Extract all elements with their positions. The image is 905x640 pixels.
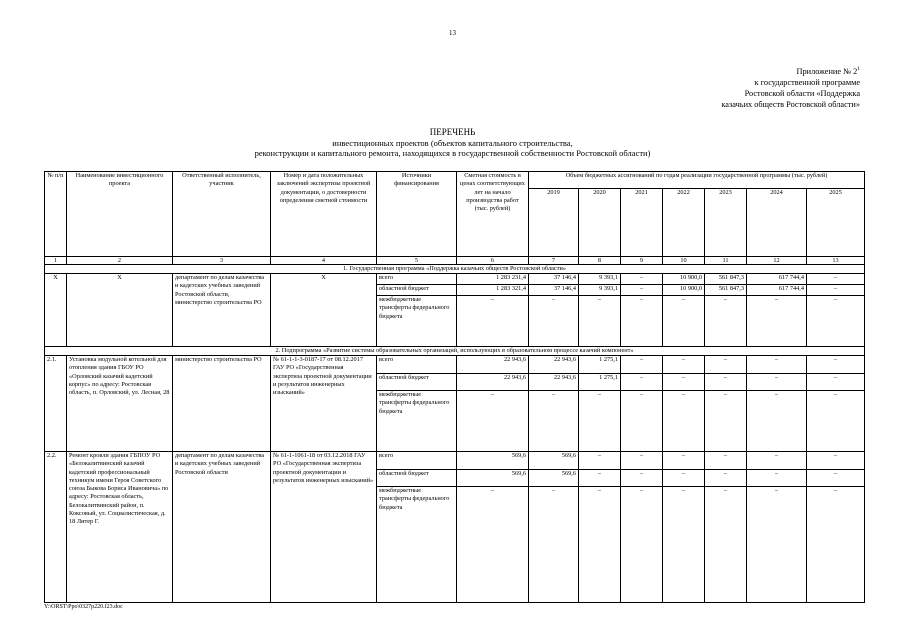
- value-2020: 9 393,1: [579, 274, 621, 285]
- source: межбюджетные трансферты федерального бюджета: [377, 487, 457, 603]
- value-2025: –: [807, 356, 865, 374]
- header-num: № п/п: [45, 172, 67, 257]
- value-2019: –: [529, 296, 579, 347]
- file-path-footer: Y:\ORST\Ppo\0327p220.f23.doc: [44, 604, 123, 610]
- value-2025: –: [807, 373, 865, 391]
- value-2025: –: [807, 285, 865, 296]
- year-2022: 2022: [663, 189, 705, 257]
- value-2019: 37 146,4: [529, 274, 579, 285]
- value-2024: –: [747, 391, 807, 452]
- col-number: 3: [173, 257, 271, 265]
- col-number: 12: [747, 257, 807, 265]
- value-2021: –: [621, 296, 663, 347]
- value-2025: –: [807, 452, 865, 470]
- value-2022: –: [663, 373, 705, 391]
- value-2022: –: [663, 469, 705, 487]
- header-cost: Сметная стоимость в ценах соответствующих лет на начало производства работ (тыс. рублей): [457, 172, 529, 257]
- value-2024: –: [747, 356, 807, 374]
- value-2023: –: [705, 487, 747, 603]
- col-number: 11: [705, 257, 747, 265]
- value-2025: –: [807, 391, 865, 452]
- expertise: Х: [271, 274, 377, 347]
- cost: 1 283 321,4: [457, 285, 529, 296]
- year-2021: 2021: [621, 189, 663, 257]
- source: межбюджетные трансферты федерального бюджета: [377, 391, 457, 452]
- source: всего: [377, 274, 457, 285]
- cost: 22 943,6: [457, 356, 529, 374]
- appendix-line2: к государственной программе: [754, 77, 860, 87]
- col-number: 4: [271, 257, 377, 265]
- section-title-row: [45, 265, 865, 274]
- source: всего: [377, 356, 457, 374]
- appendix-line1: Приложение № 2: [796, 66, 858, 76]
- value-2023: –: [705, 469, 747, 487]
- value-2020: –: [579, 487, 621, 603]
- value-2022: –: [663, 356, 705, 374]
- section-title-row: [45, 347, 865, 356]
- cost: 1 283 231,4: [457, 274, 529, 285]
- value-2019: 22 943,6: [529, 373, 579, 391]
- header-expertise: Номер и дата положительных заключений экспертизы проектной документации, о достоверности определения сметной стоимости: [271, 172, 377, 257]
- page-number: 13: [449, 29, 456, 37]
- header-source: Источники финансирования: [377, 172, 457, 257]
- value-2024: –: [747, 487, 807, 603]
- cost: 569,6: [457, 469, 529, 487]
- year-2019: 2019: [529, 189, 579, 257]
- col-number: 9: [621, 257, 663, 265]
- value-2021: –: [621, 274, 663, 285]
- value-2025: –: [807, 274, 865, 285]
- value-2020: 9 393,1: [579, 285, 621, 296]
- header-responsible: Ответственный исполнитель, участник: [173, 172, 271, 257]
- value-2023: –: [705, 296, 747, 347]
- project-name: Ремонт кровли здания ГБПОУ РО «Белокалитвинский казачий кадетский профессиональный техникум имени Героя Советского союза Быкова Бориса Ивановича» по адресу: Ростовская область, Белокалитвинский район, п. Коксовый, ул. Социалистическая, д. 18 Литер Г.: [67, 452, 173, 603]
- year-2020: 2020: [579, 189, 621, 257]
- col-number: 7: [529, 257, 579, 265]
- col-number: 8: [579, 257, 621, 265]
- value-2024: –: [747, 452, 807, 470]
- value-2024: –: [747, 373, 807, 391]
- investment-projects-table: [44, 171, 865, 603]
- value-2025: –: [807, 487, 865, 603]
- expertise: № 61-1-1061-18 от 03.12.2018 ГАУ РО «Государственная экспертиза проектной документации и результатов инженерных изысканий»: [271, 452, 377, 603]
- col-number: 5: [377, 257, 457, 265]
- value-2023: 561 847,3: [705, 285, 747, 296]
- row-num: Х: [45, 274, 67, 347]
- value-2021: –: [621, 373, 663, 391]
- title-line3: реконструкции и капитального ремонта, находящихся в государственной собственности Ростовской области): [254, 148, 651, 158]
- expertise: № 61-1-1-3-0187-17 от 08.12.2017 ГАУ РО «Государственная экспертиза проектной документации и результатов инженерных изысканий»: [271, 356, 377, 452]
- value-2025: –: [807, 296, 865, 347]
- value-2021: –: [621, 285, 663, 296]
- source: всего: [377, 452, 457, 470]
- col-number: 1: [45, 257, 67, 265]
- value-2021: –: [621, 487, 663, 603]
- value-2019: 22 943,6: [529, 356, 579, 374]
- value-2019: –: [529, 487, 579, 603]
- appendix-line3: Ростовской области «Поддержка: [744, 88, 860, 98]
- cost: –: [457, 296, 529, 347]
- value-2025: –: [807, 469, 865, 487]
- header-name: Наименование инвестиционного проекта: [67, 172, 173, 257]
- source: межбюджетные трансферты федерального бюджета: [377, 296, 457, 347]
- value-2021: –: [621, 391, 663, 452]
- cost: 569,6: [457, 452, 529, 470]
- value-2020: –: [579, 469, 621, 487]
- value-2023: –: [705, 373, 747, 391]
- year-2023: 2023: [705, 189, 747, 257]
- appendix-line4: казачьих обществ Ростовской области»: [721, 99, 860, 109]
- value-2020: 1 275,1: [579, 356, 621, 374]
- value-2022: –: [663, 296, 705, 347]
- cost: –: [457, 487, 529, 603]
- year-2024: 2024: [747, 189, 807, 257]
- value-2019: 569,6: [529, 469, 579, 487]
- value-2024: 617 744,4: [747, 274, 807, 285]
- title-head: ПЕРЕЧЕНЬ: [429, 127, 476, 137]
- value-2023: –: [705, 391, 747, 452]
- table-row: [45, 274, 865, 285]
- value-2022: –: [663, 452, 705, 470]
- value-2024: –: [747, 296, 807, 347]
- project-name: Х: [67, 274, 173, 347]
- value-2019: –: [529, 391, 579, 452]
- col-number: 13: [807, 257, 865, 265]
- value-2021: –: [621, 469, 663, 487]
- section1-title: 1. Государственная программа «Поддержка казачьих обществ Ростовской области»: [45, 265, 865, 274]
- value-2020: –: [579, 296, 621, 347]
- section2-title: 2. Подпрограмма «Развитие системы образовательных организаций, использующих в образовательном процессе казачий компонент»: [45, 347, 865, 356]
- col-number: 6: [457, 257, 529, 265]
- cost: –: [457, 391, 529, 452]
- value-2023: –: [705, 452, 747, 470]
- value-2020: –: [579, 391, 621, 452]
- value-2022: 10 900,0: [663, 285, 705, 296]
- value-2021: –: [621, 356, 663, 374]
- year-2025: 2025: [807, 189, 865, 257]
- table-row: [45, 356, 865, 374]
- value-2023: –: [705, 356, 747, 374]
- header-volume: Объем бюджетных ассигнований по годам реализации государственной программы (тыс. рублей): [529, 172, 865, 189]
- title-line2: инвестиционных проектов (объектов капитального строительства,: [332, 137, 573, 148]
- appendix-caption: [560, 64, 860, 110]
- source: областной бюджет: [377, 285, 457, 296]
- document-title: [0, 127, 905, 159]
- project-name: Установка модульной котельной для отопления здания ГБОУ РО «Орловский казачий кадетский корпус» по адресу: Ростовская область, п. Орловский, ул. Лесная, 28: [67, 356, 173, 452]
- header-row: [45, 172, 865, 189]
- row-num: 2.1.: [45, 356, 67, 452]
- column-numbers-row: [45, 257, 865, 265]
- table-row: [45, 452, 865, 470]
- responsible: министерство строительства РО: [173, 356, 271, 452]
- value-2019: 37 146,4: [529, 285, 579, 296]
- source: областной бюджет: [377, 469, 457, 487]
- value-2024: –: [747, 469, 807, 487]
- source: областной бюджет: [377, 373, 457, 391]
- responsible: департамент по делам казачества и кадетских учебных заведений Ростовской области, министерство строительства РО: [173, 274, 271, 347]
- value-2020: –: [579, 452, 621, 470]
- cost: 22 943,6: [457, 373, 529, 391]
- value-2021: –: [621, 452, 663, 470]
- col-number: 2: [67, 257, 173, 265]
- value-2019: 569,6: [529, 452, 579, 470]
- responsible: департамент по делам казачества и кадетских учебных заведений Ростовской области: [173, 452, 271, 603]
- col-number: 10: [663, 257, 705, 265]
- value-2024: 617 744,4: [747, 285, 807, 296]
- value-2022: 10 900,0: [663, 274, 705, 285]
- value-2020: 1 275,1: [579, 373, 621, 391]
- row-num: 2.2.: [45, 452, 67, 603]
- appendix-superscript: 1: [857, 66, 860, 72]
- value-2023: 561 847,3: [705, 274, 747, 285]
- value-2022: –: [663, 391, 705, 452]
- value-2022: –: [663, 487, 705, 603]
